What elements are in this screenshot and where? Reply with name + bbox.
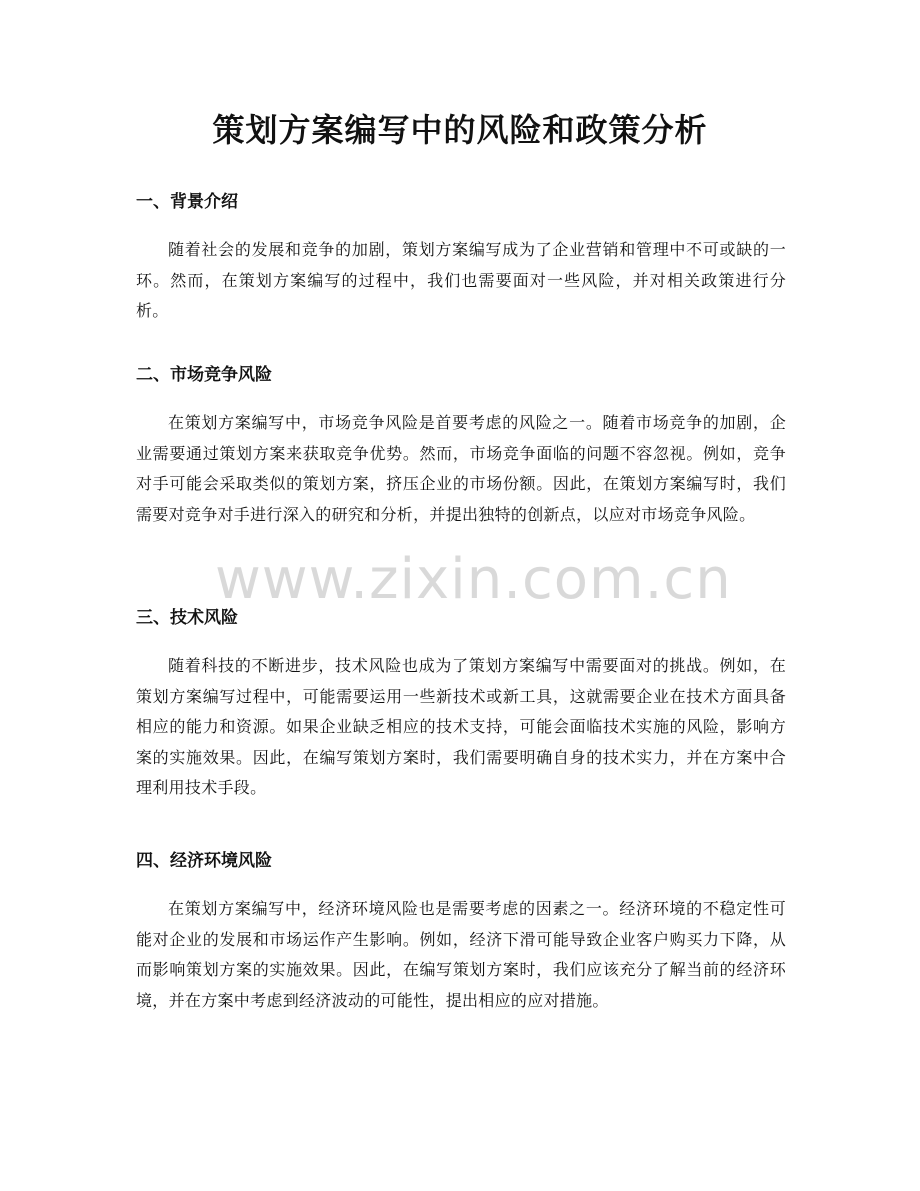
watermark: www.zixin.com.cn [215, 547, 732, 612]
section-paragraph-economic-risk: 在策划方案编写中，经济环境风险也是需要考虑的因素之一。经济环境的不稳定性可能对企业的发展和市场运作产生影响。例如，经济下滑可能导致企业客户购买力下降，从而影响策划方案的实施效果。因此，在编写策划方案时，我们应该充分了解当前的经济环境，并在方案中考虑到经济波动的可能性，提出相应的应对措施。 [136, 899, 786, 1010]
document-title: 策划方案编写中的风险和政策分析 [212, 111, 708, 149]
section-paragraph-tech-risk: 随着科技的不断进步，技术风险也成为了策划方案编写中需要面对的挑战。例如，在策划方案编写过程中，可能需要运用一些新技术或新工具，这就需要企业在技术方面具备相应的能力和资源。如果企业缺乏相应的技术支持，可能会面临技术实施的风险，影响方案的实施效果。因此，在编写策划方案时，我们需要明确自身的技术实力，并在方案中合理利用技术手段。 [136, 656, 786, 797]
section-heading-tech-risk: 三、技术风险 [136, 608, 238, 628]
section-paragraph-background: 随着社会的发展和竞争的加剧，策划方案编写成为了企业营销和管理中不可或缺的一环。然而，在策划方案编写的过程中，我们也需要面对一些风险，并对相关政策进行分析。 [136, 240, 786, 320]
section-paragraph-market-risk: 在策划方案编写中，市场竞争风险是首要考虑的风险之一。随着市场竞争的加剧，企业需要通过策划方案来获取竞争优势。然而，市场竞争面临的问题不容忽视。例如，竞争对手可能会采取类似的策划方案，挤压企业的市场份额。因此，在策划方案编写时，我们需要对竞争对手进行深入的研究和分析，并提出独特的创新点，以应对市场竞争风险。 [136, 413, 786, 524]
section-heading-market-risk: 二、市场竞争风险 [136, 365, 272, 385]
section-heading-economic-risk: 四、经济环境风险 [136, 851, 272, 871]
section-heading-background: 一、背景介绍 [136, 192, 238, 212]
